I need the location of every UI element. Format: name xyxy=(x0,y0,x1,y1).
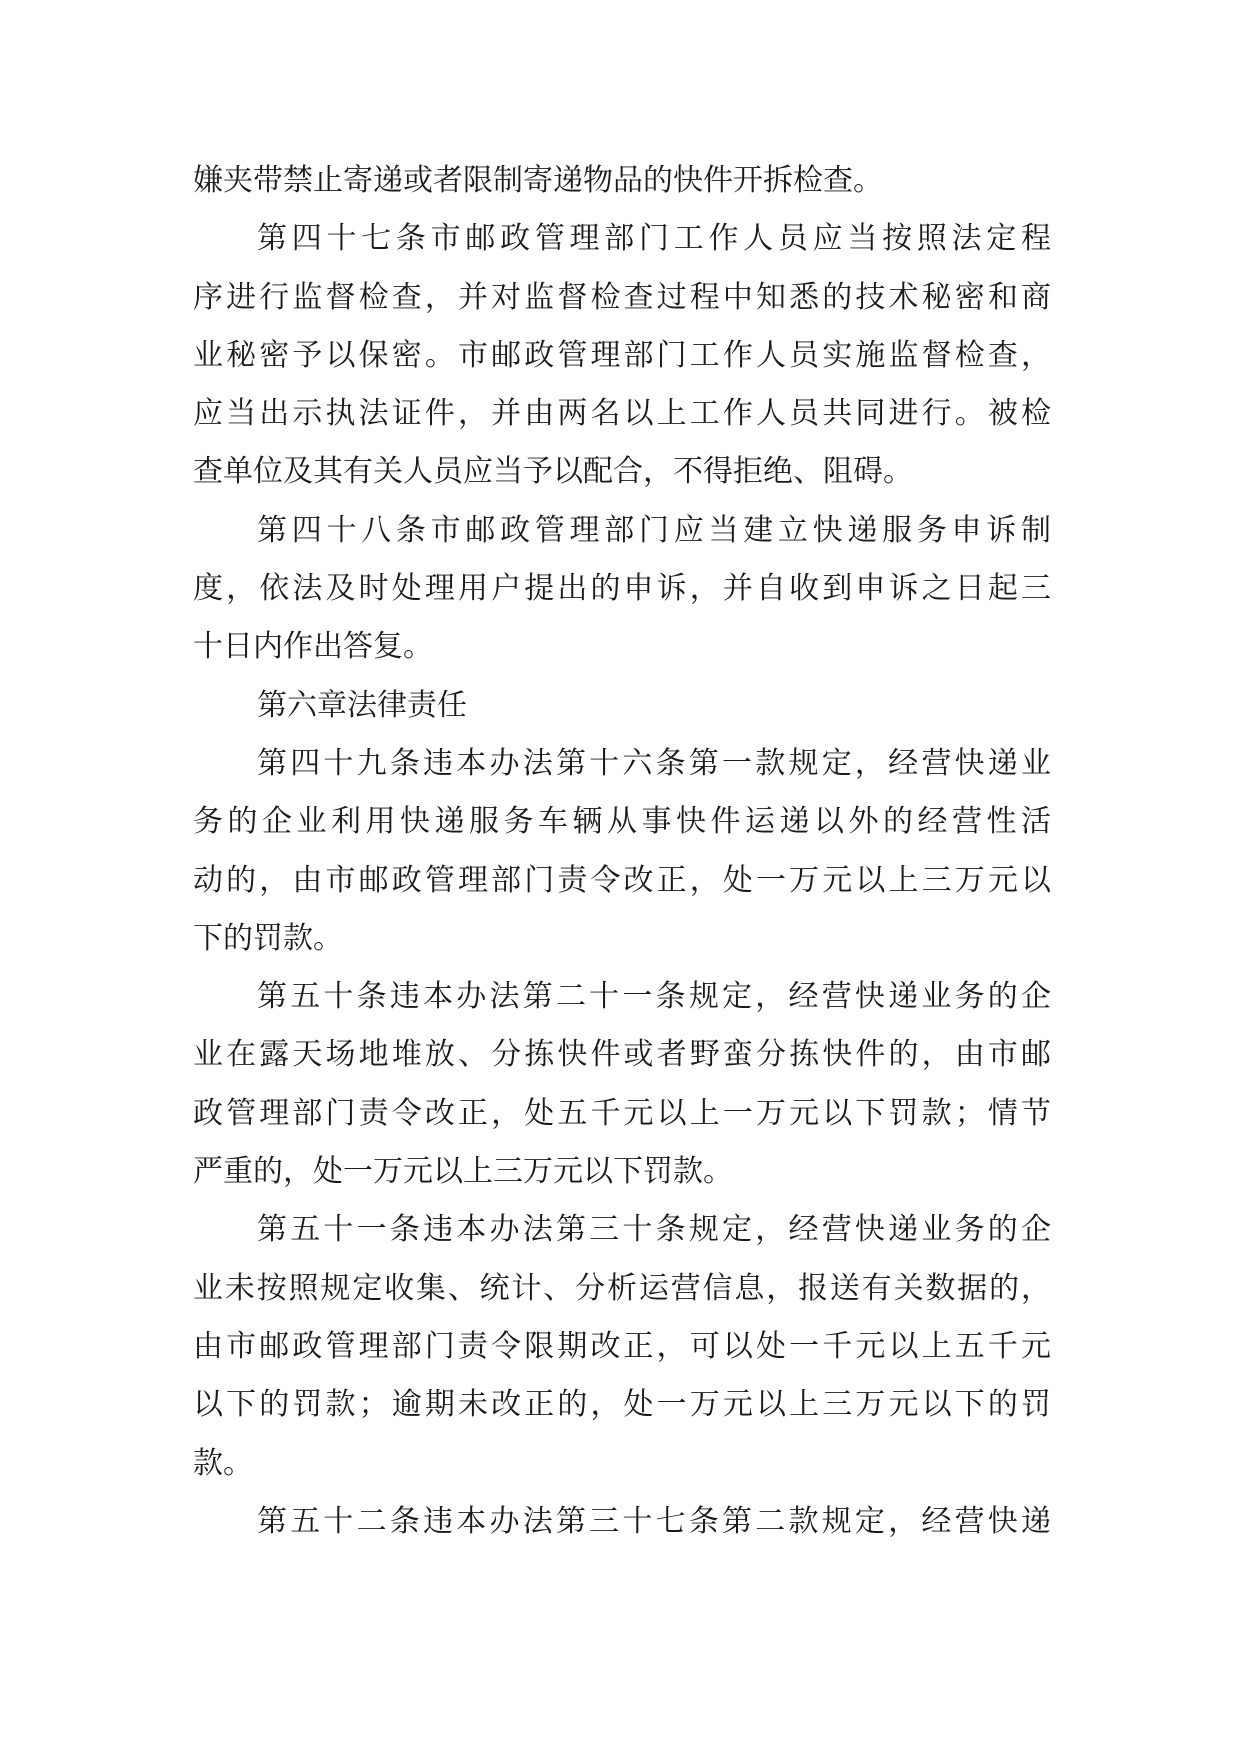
text-line: 业秘密予以保密。市邮政管理部门工作人员实施监督检查， xyxy=(193,337,1051,373)
text-line: 查单位及其有关人员应当予以配合，不得拒绝、阻碍。 xyxy=(193,454,913,490)
text-line: 应当出示执法证件，并由两名以上工作人员共同进行。被检 xyxy=(193,396,1051,432)
text-line: 十日内作出答复。 xyxy=(193,629,433,665)
paragraph-article-49-start: 第四十九条违本办法第十六条第一款规定，经营快递业 xyxy=(257,745,1051,781)
document-body xyxy=(193,152,1051,1551)
text-line: 嫌夹带禁止寄递或者限制寄递物品的快件开拆检查。 xyxy=(193,163,883,198)
paragraph-article-50-start: 第五十条违本办法第二十一条规定，经营快递业务的企 xyxy=(257,979,1051,1015)
text-line: 政管理部门责令改正，处五千元以上一万元以下罚款；情节 xyxy=(193,1095,1051,1131)
chapter-heading: 第六章法律责任 xyxy=(257,687,467,723)
text-line: 款。 xyxy=(193,1445,253,1481)
text-line: 下的罚款。 xyxy=(193,920,343,956)
text-line: 业未按照规定收集、统计、分析运营信息，报送有关数据的， xyxy=(193,1270,1051,1306)
paragraph-article-47-start: 第四十七条市邮政管理部门工作人员应当按照法定程 xyxy=(257,221,1051,257)
text-line: 业在露天场地堆放、分拣快件或者野蛮分拣快件的，由市邮 xyxy=(193,1037,1051,1073)
paragraph-article-52-start: 第五十二条违本办法第三十七条第二款规定，经营快递 xyxy=(257,1503,1051,1539)
text-line: 务的企业利用快递服务车辆从事快件运递以外的经营性活 xyxy=(193,804,1051,840)
text-line: 动的，由市邮政管理部门责令改正，处一万元以上三万元以 xyxy=(193,862,1051,898)
text-line: 度，依法及时处理用户提出的申诉，并自收到申诉之日起三 xyxy=(193,571,1051,607)
text-line: 严重的，处一万元以上三万元以下罚款。 xyxy=(193,1154,733,1190)
paragraph-article-48-start: 第四十八条市邮政管理部门应当建立快递服务申诉制 xyxy=(257,512,1051,548)
text-line: 以下的罚款；逾期未改正的，处一万元以上三万元以下的罚 xyxy=(193,1387,1051,1423)
text-line: 由市邮政管理部门责令限期改正，可以处一千元以上五千元 xyxy=(193,1328,1051,1364)
text-line: 序进行监督检查，并对监督检查过程中知悉的技术秘密和商 xyxy=(193,279,1051,315)
paragraph-article-51-start: 第五十一条违本办法第三十条规定，经营快递业务的企 xyxy=(257,1212,1051,1248)
